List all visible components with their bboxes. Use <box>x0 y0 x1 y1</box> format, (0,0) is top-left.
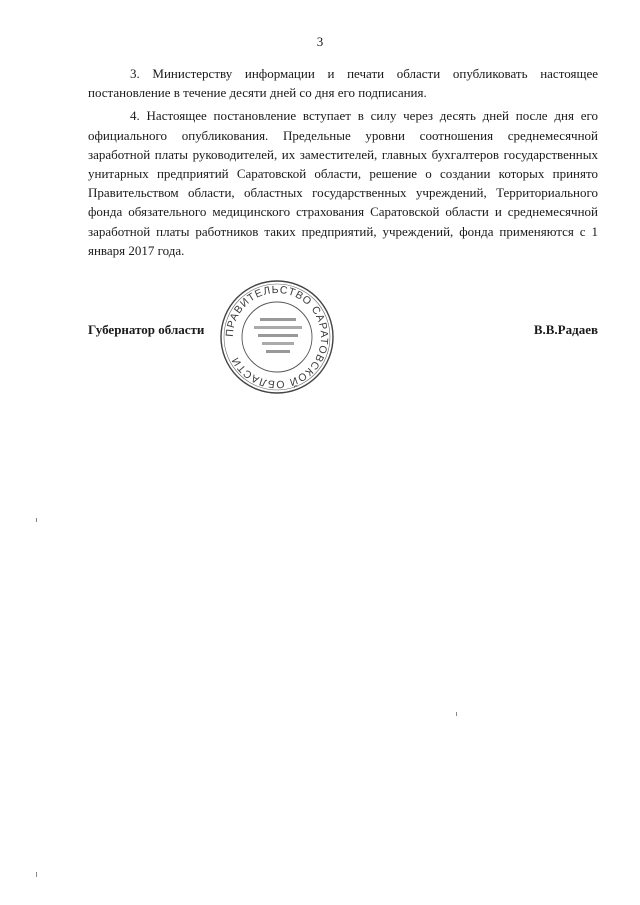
scan-artifact <box>36 872 37 877</box>
paragraph-3: 3. Министерству информации и печати области опубликовать настоящее постановление в течение десяти дней со дня его подписания. <box>88 66 598 101</box>
paragraph-4: 4. Настоящее постановление вступает в силу через десять дней после дня его официального опубликования. Предельные уровни соотношения среднемесячной заработной платы руководителей, их заместителей, главных бухгалтеров государственных унитарных предприятий Саратовской области, решение о создании которых принято Правительством области, областных государственных учреждений, Территориального фонда обязательного медицинского страхования Саратовской области и среднемесячной заработной платы работников таких предприятий, учреждений, фонда применяются с 1 января 2017 года. <box>88 108 598 258</box>
seal-ring-text: ПРАВИТЕЛЬСТВО САРАТОВСКОЙ ОБЛАСТИ <box>223 283 331 391</box>
signatory-name: В.В.Радаев <box>533 322 598 337</box>
scan-artifact <box>456 712 457 716</box>
scan-artifact <box>36 518 37 522</box>
page-number: 3 <box>316 34 324 49</box>
signatory-title: Губернатор области <box>88 322 205 337</box>
signature-block <box>88 322 598 342</box>
document-body <box>88 64 598 264</box>
